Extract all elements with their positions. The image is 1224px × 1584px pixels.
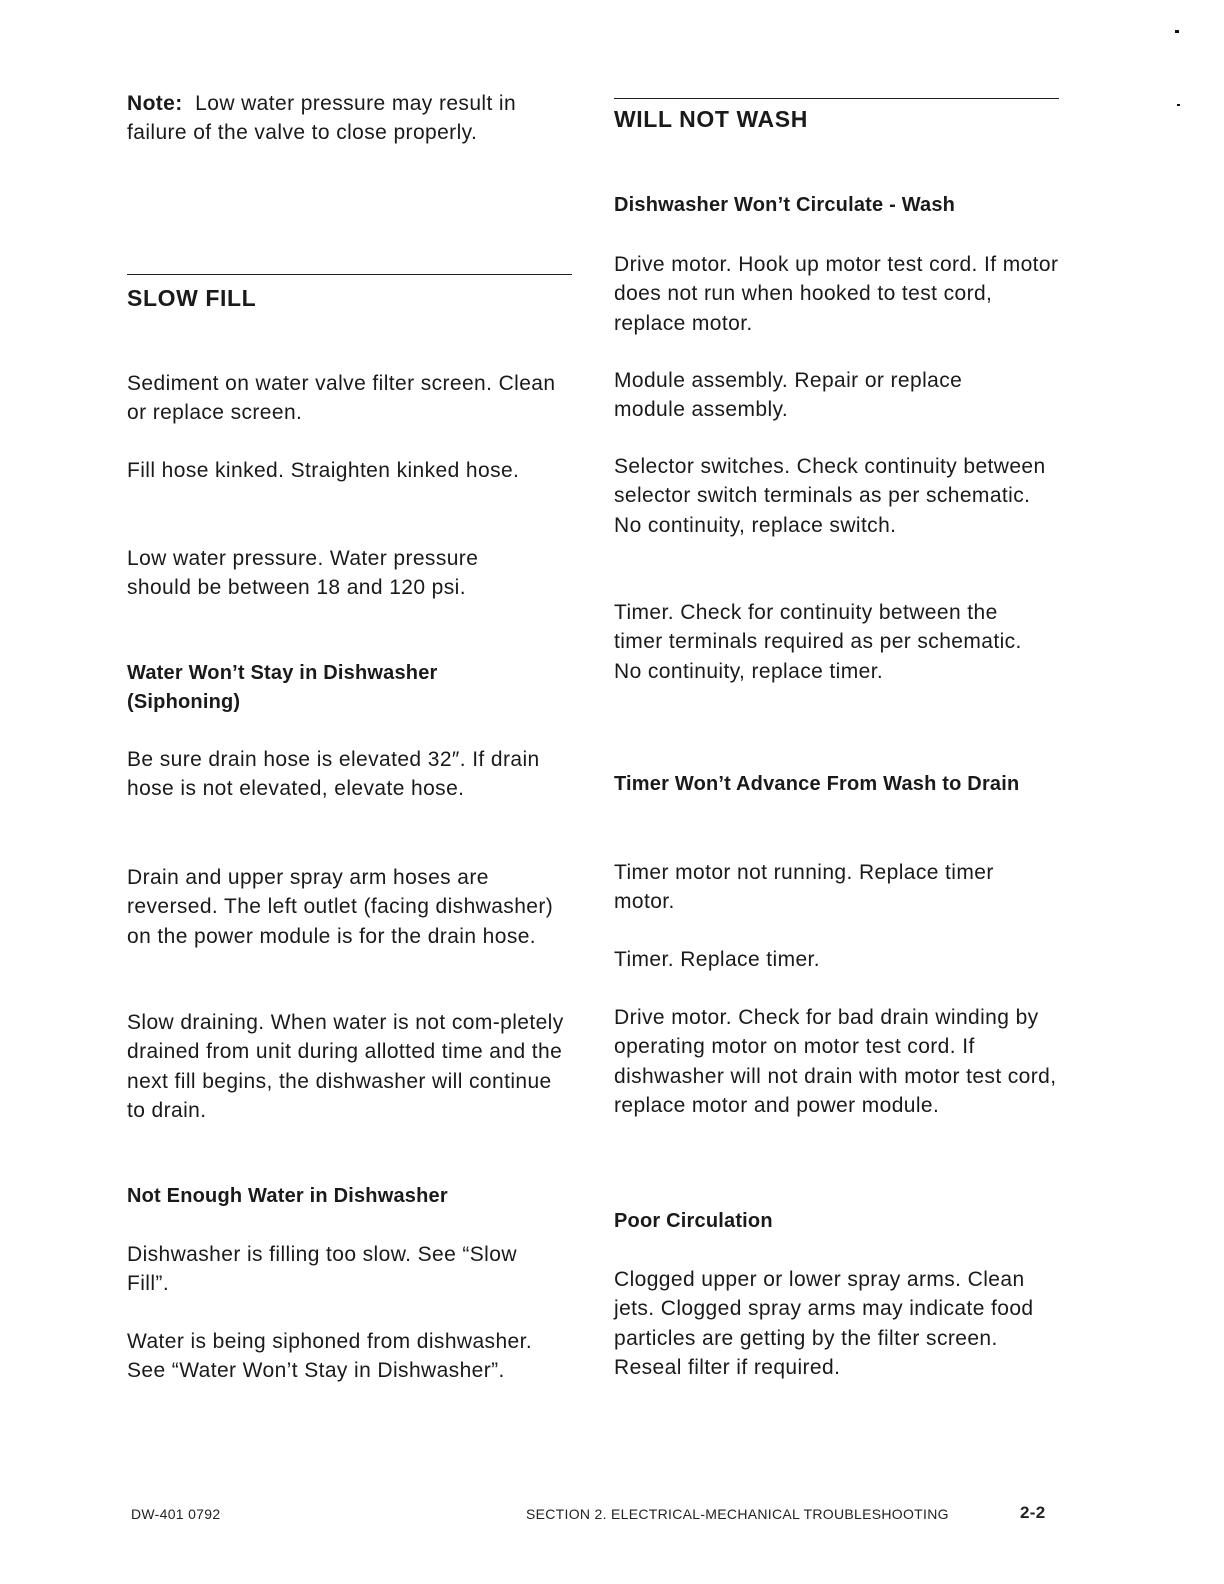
timer-advance-item: Timer motor not running. Replace timer motor. — [614, 861, 994, 914]
subheading-not-enough-water: Not Enough Water in Dishwasher — [127, 1185, 448, 1207]
section-heading-will-not-wash: WILL NOT WASH — [614, 106, 808, 132]
note-label: Note: — [127, 92, 183, 115]
scan-speck — [1175, 30, 1179, 33]
slow-fill-item: Low water pressure. Water pressure should be between 18 and 120 psi. — [127, 547, 479, 600]
footer-doc-code: DW-401 0792 — [131, 1506, 221, 1522]
section-rule-slow-fill — [127, 274, 572, 275]
subheading-poor-circulation: Poor Circulation — [614, 1210, 773, 1232]
siphoning-item: Be sure drain hose is elevated 32″. If drain hose is not elevated, elevate hose. — [127, 748, 540, 801]
timer-advance-item: Drive motor. Check for bad drain winding by operating motor on motor test cord. If dishwasher will not drain with motor test cord, replace motor and power module. — [614, 1006, 1057, 1117]
timer-advance-item: Timer. Replace timer. — [614, 948, 821, 971]
siphoning-item: Slow draining. When water is not com-pletely drained from unit during allotted time and the next fill begins, the dishwasher will continue to drain. — [127, 1011, 564, 1122]
subheading-timer-advance: Timer Won’t Advance From Wash to Drain — [614, 773, 1020, 795]
footer-section-title: SECTION 2. ELECTRICAL-MECHANICAL TROUBLESHOOTING — [526, 1506, 949, 1522]
section-heading-slow-fill: SLOW FILL — [127, 285, 257, 311]
slow-fill-item: Sediment on water valve filter screen. Clean or replace screen. — [127, 372, 556, 425]
will-not-wash-item: Module assembly. Repair or replace module assembly. — [614, 369, 963, 422]
footer-page-number: 2-2 — [1020, 1503, 1046, 1522]
note-text: Low water pressure may result in failure of the valve to close properly. — [127, 92, 517, 145]
scan-speck — [1177, 104, 1180, 106]
siphoning-item: Drain and upper spray arm hoses are reversed. The left outlet (facing dishwasher) on the power module is for the drain hose. — [127, 866, 554, 948]
will-not-wash-item: Drive motor. Hook up motor test cord. If motor does not run when hooked to test cord, replace motor. — [614, 253, 1059, 335]
note-paragraph — [127, 89, 572, 148]
not-enough-water-item: Dishwasher is filling too slow. See “Slow Fill”. — [127, 1243, 517, 1296]
slow-fill-item: Fill hose kinked. Straighten kinked hose. — [127, 459, 520, 482]
section-rule-will-not-wash — [614, 98, 1059, 99]
will-not-wash-item: Timer. Check for continuity between the timer terminals required as per schematic. No continuity, replace timer. — [614, 601, 1022, 683]
subheading-wont-circulate: Dishwasher Won’t Circulate - Wash — [614, 194, 956, 216]
subheading-siphoning: Water Won’t Stay in Dishwasher (Siphoning) — [127, 662, 438, 714]
poor-circulation-item: Clogged upper or lower spray arms. Clean jets. Clogged spray arms may indicate food particles are getting by the filter screen. Reseal filter if required. — [614, 1268, 1034, 1379]
not-enough-water-item: Water is being siphoned from dishwasher. See “Water Won’t Stay in Dishwasher”. — [127, 1330, 533, 1383]
will-not-wash-item: Selector switches. Check continuity between selector switch terminals as per schematic. No continuity, replace switch. — [614, 455, 1046, 537]
